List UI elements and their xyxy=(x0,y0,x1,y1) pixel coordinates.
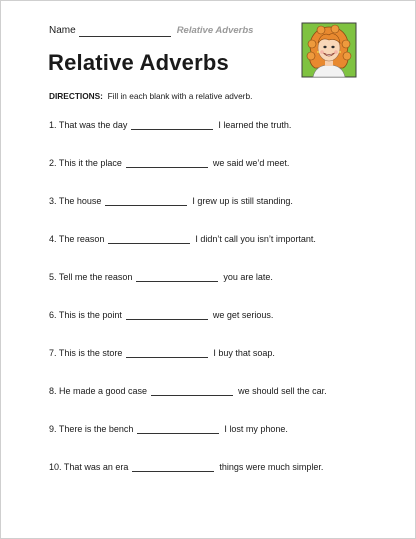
answer-blank[interactable] xyxy=(137,424,219,434)
question-text-after: we get serious. xyxy=(212,310,274,320)
question-text-before: 4. The reason xyxy=(49,234,105,244)
page-title: Relative Adverbs xyxy=(48,50,229,75)
question-text-after: we said we’d meet. xyxy=(212,158,290,168)
directions-label: DIRECTIONS xyxy=(49,91,101,101)
question-text-after: I didn’t call you isn’t important. xyxy=(195,234,316,244)
directions-text: Fill in each blank with a relative adverb. xyxy=(107,91,253,101)
name-label: Name xyxy=(49,25,76,36)
answer-blank[interactable] xyxy=(126,158,208,168)
question-list xyxy=(49,120,327,500)
question-text-before: 9. There is the bench xyxy=(49,424,134,434)
question-text-before: 1. That was the day xyxy=(49,120,128,130)
question-text-after: I lost my phone. xyxy=(224,424,288,434)
question-text-after: I learned the truth. xyxy=(218,120,292,130)
question-text-before: 6. This is the point xyxy=(49,310,122,320)
header-tag: Relative Adverbs xyxy=(176,25,254,36)
question-text-after: things were much simpler. xyxy=(219,462,324,472)
question-item xyxy=(49,386,327,424)
girl-portrait-icon xyxy=(301,22,357,78)
question-item xyxy=(49,424,327,462)
question-text-after: I buy that soap. xyxy=(213,348,275,358)
answer-blank[interactable] xyxy=(131,120,213,130)
question-text-before: 5. Tell me the reason xyxy=(49,272,133,282)
answer-blank[interactable] xyxy=(108,234,190,244)
question-text-before: 8. He made a good case xyxy=(49,386,148,396)
question-text-before: 2. This it the place xyxy=(49,158,122,168)
question-item xyxy=(49,196,327,234)
question-text-before: 10. That was an era xyxy=(49,462,129,472)
question-item xyxy=(49,272,327,310)
answer-blank[interactable] xyxy=(105,196,187,206)
answer-blank[interactable] xyxy=(132,462,214,472)
question-text-before: 3. The house xyxy=(49,196,102,206)
question-text-after: you are late. xyxy=(223,272,273,282)
question-text-before: 7. This is the store xyxy=(49,348,123,358)
question-item xyxy=(49,310,327,348)
question-item xyxy=(49,158,327,196)
answer-blank[interactable] xyxy=(136,272,218,282)
question-item xyxy=(49,234,327,272)
answer-blank[interactable] xyxy=(151,386,233,396)
name-blank-line[interactable] xyxy=(79,27,171,37)
answer-blank[interactable] xyxy=(126,310,208,320)
question-text-after: I grew up is still standing. xyxy=(192,196,293,206)
answer-blank[interactable] xyxy=(126,348,208,358)
name-row xyxy=(49,25,253,37)
question-item xyxy=(49,462,327,500)
question-text-after: we should sell the car. xyxy=(238,386,327,396)
question-item xyxy=(49,120,327,158)
directions: DIRECTIONS: Fill in each blank with a relative adverb. xyxy=(49,91,253,101)
question-item xyxy=(49,348,327,386)
